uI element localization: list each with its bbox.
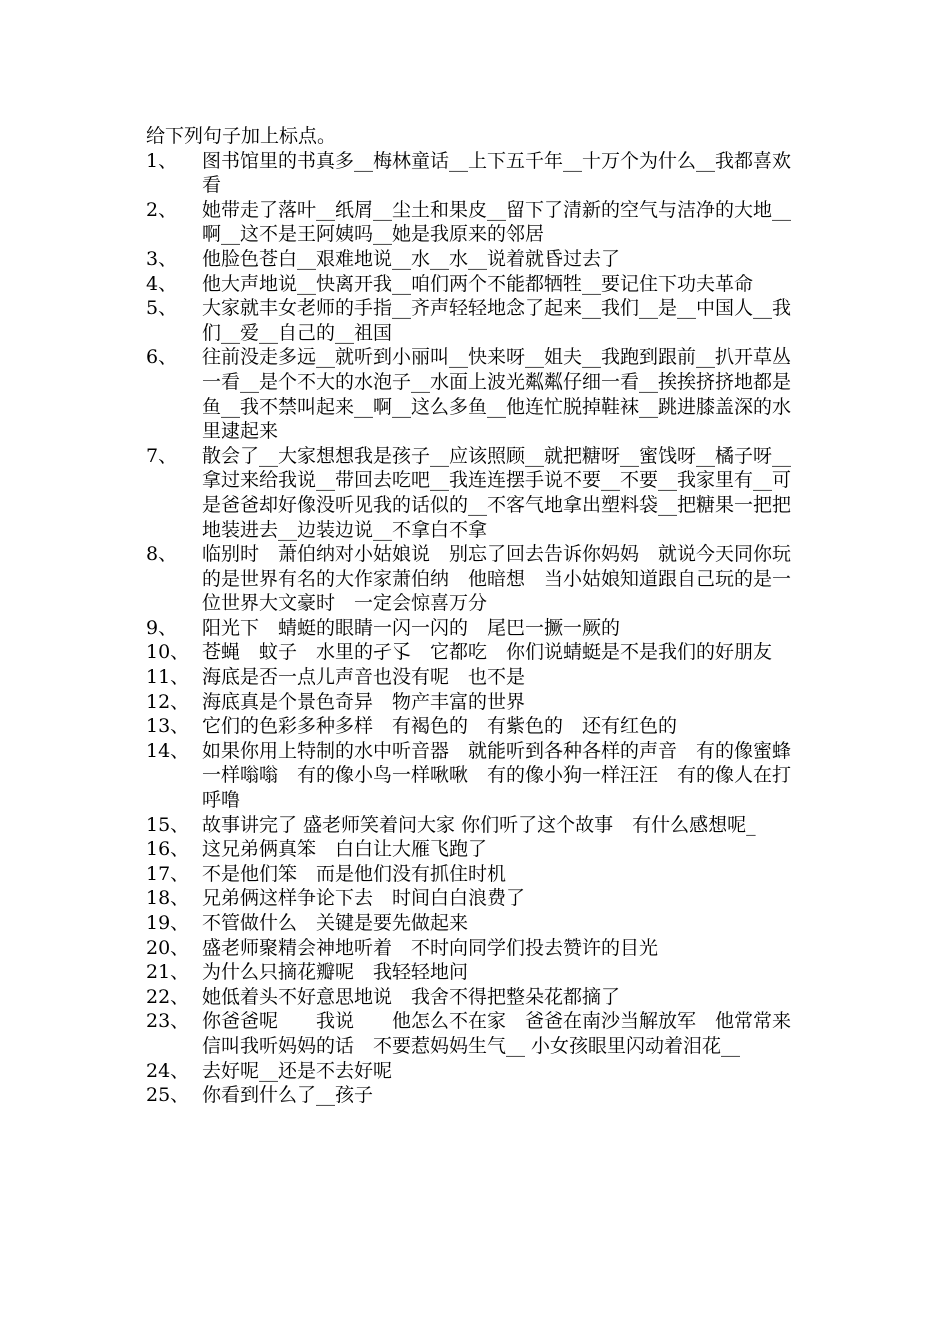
item-text: 海底真是个景色奇异 物产丰富的世界 (202, 690, 526, 713)
item-text: 大家就丰女老师的手指__齐声轻轻地念了起来__我们__是__中国人__我们__爱__自己的__祖国 (202, 297, 792, 344)
item-text: 兄弟俩这样争论下去 时间白白浪费了 (202, 887, 526, 910)
list-item (146, 714, 806, 739)
item-text: 你爸爸呢 我说 他怎么不在家 爸爸在南沙当解放军 他常常来信叫我听妈妈的话 不要惹妈妈生气__ 小女孩眼里闪动着泪花__ (202, 1010, 792, 1057)
item-text: 盛老师聚精会神地听着 不时向同学们投去赞许的目光 (202, 936, 659, 959)
list-item (146, 813, 806, 838)
list-item (146, 1083, 806, 1108)
item-number: 7、 (146, 444, 178, 467)
item-number: 14、 (146, 739, 190, 762)
list-item (146, 296, 806, 345)
item-number: 12、 (146, 690, 190, 713)
item-text: 它们的色彩多种多样 有褐色的 有紫色的 还有红色的 (202, 715, 678, 738)
item-number: 2、 (146, 198, 178, 221)
item-number: 9、 (146, 616, 178, 639)
item-text: 散会了__大家想想我是孩子__应该照顾__就把糖呀__蜜饯呀__橘子呀__拿过来给我说__带回去吃吧__我连连摆手说不要__不要__我家里有__可是爸爸却好像没听见我的话似的__不客气地拿出塑料袋__把糖果一把把地装进去__边装边说__不拿白不拿 (202, 444, 792, 541)
item-number: 22、 (146, 985, 190, 1008)
item-number: 11、 (146, 666, 190, 689)
list-item (146, 911, 806, 936)
item-number: 20、 (146, 936, 190, 959)
item-text: 阳光下 蜻蜓的眼睛一闪一闪的 尾巴一撅一厥的 (202, 616, 621, 639)
list-item (146, 272, 806, 297)
list-item (146, 739, 806, 813)
list-item (146, 837, 806, 862)
list-item (146, 1009, 806, 1058)
list-item (146, 640, 806, 665)
list-item (146, 936, 806, 961)
list-item (146, 444, 806, 542)
item-number: 18、 (146, 887, 190, 910)
list-item (146, 616, 806, 641)
item-number: 16、 (146, 838, 190, 861)
list-item (146, 665, 806, 690)
item-text: 故事讲完了 盛老师笑着问大家 你们听了这个故事 有什么感想呢_ (202, 813, 756, 836)
item-number: 8、 (146, 543, 178, 566)
list-item (146, 149, 806, 198)
list-item (146, 247, 806, 272)
item-text: 她带走了落叶__纸屑__尘土和果皮__留下了清新的空气与洁净的大地__啊__这不是王阿姨吗__她是我原来的邻居 (202, 198, 792, 246)
item-text: 海底是否一点儿声音也没有呢 也不是 (202, 666, 526, 689)
item-text: 苍蝇 蚊子 水里的孑孓 它都吃 你们说蜻蜓是不是我们的好朋友 (202, 641, 773, 664)
item-number: 4、 (146, 272, 178, 295)
item-number: 5、 (146, 297, 178, 320)
item-number: 19、 (146, 912, 190, 934)
list-item (146, 862, 806, 887)
item-number: 23、 (146, 1010, 190, 1033)
item-text: 他大声地说__快离开我__咱们两个不能都牺牲__要记住下功夫革命 (202, 272, 754, 295)
item-text: 你看到什么了__孩子 (202, 1084, 374, 1107)
item-text: 不管做什么 关键是要先做起来 (202, 912, 469, 934)
item-number: 10、 (146, 641, 190, 664)
item-number: 17、 (146, 862, 190, 885)
item-number: 15、 (146, 813, 190, 836)
item-number: 6、 (146, 346, 178, 369)
list-item (146, 542, 806, 616)
item-text: 如果你用上特制的水中听音器 就能听到各种各样的声音 有的像蜜蜂一样嗡嗡 有的像小鸟一样啾啾 有的像小狗一样汪汪 有的像人在打呼噜 (202, 739, 792, 812)
list-item (146, 886, 806, 911)
item-number: 13、 (146, 715, 190, 738)
item-number: 21、 (146, 961, 190, 984)
item-number: 25、 (146, 1084, 190, 1107)
item-text: 去好呢__还是不去好呢 (202, 1059, 393, 1082)
sentence-list (146, 149, 806, 1108)
list-item (146, 198, 806, 247)
list-item (146, 985, 806, 1010)
item-text: 他脸色苍白__艰难地说__水__水__说着就昏过去了 (202, 247, 621, 270)
item-text: 她低着头不好意思地说 我舍不得把整朵花都摘了 (202, 985, 621, 1008)
worksheet (146, 124, 806, 1108)
item-text: 临别时 萧伯纳对小姑娘说 别忘了回去告诉你妈妈 就说今天同你玩的是世界有名的大作家萧伯纳 他暗想 当小姑娘知道跟自己玩的是一位世界大文豪时 一定会惊喜万分 (202, 543, 792, 615)
list-item (146, 345, 806, 443)
item-text: 不是他们笨 而是他们没有抓住时机 (202, 862, 507, 885)
list-item (146, 960, 806, 985)
item-text: 图书馆里的书真多__梅林童话__上下五千年__十万个为什么__我都喜欢看 (202, 149, 792, 197)
list-item (146, 1059, 806, 1084)
item-number: 3、 (146, 247, 178, 270)
item-text: 往前没走多远__就听到小丽叫__快来呀__姐夫__我跑到跟前__扒开草丛一看__是个不大的水泡子__水面上波光粼粼仔细一看__挨挨挤挤地都是鱼__我不禁叫起来__啊__这么多鱼__他连忙脱掉鞋袜__跳进膝盖深的水里逮起来 (202, 346, 792, 443)
page-title: 给下列句子加上标点。 (146, 125, 337, 147)
item-text: 为什么只摘花瓣呢 我轻轻地问 (202, 961, 469, 984)
item-number: 1、 (146, 149, 178, 172)
list-item (146, 690, 806, 715)
item-number: 24、 (146, 1059, 190, 1082)
item-text: 这兄弟俩真笨 白白让大雁飞跑了 (202, 838, 488, 861)
